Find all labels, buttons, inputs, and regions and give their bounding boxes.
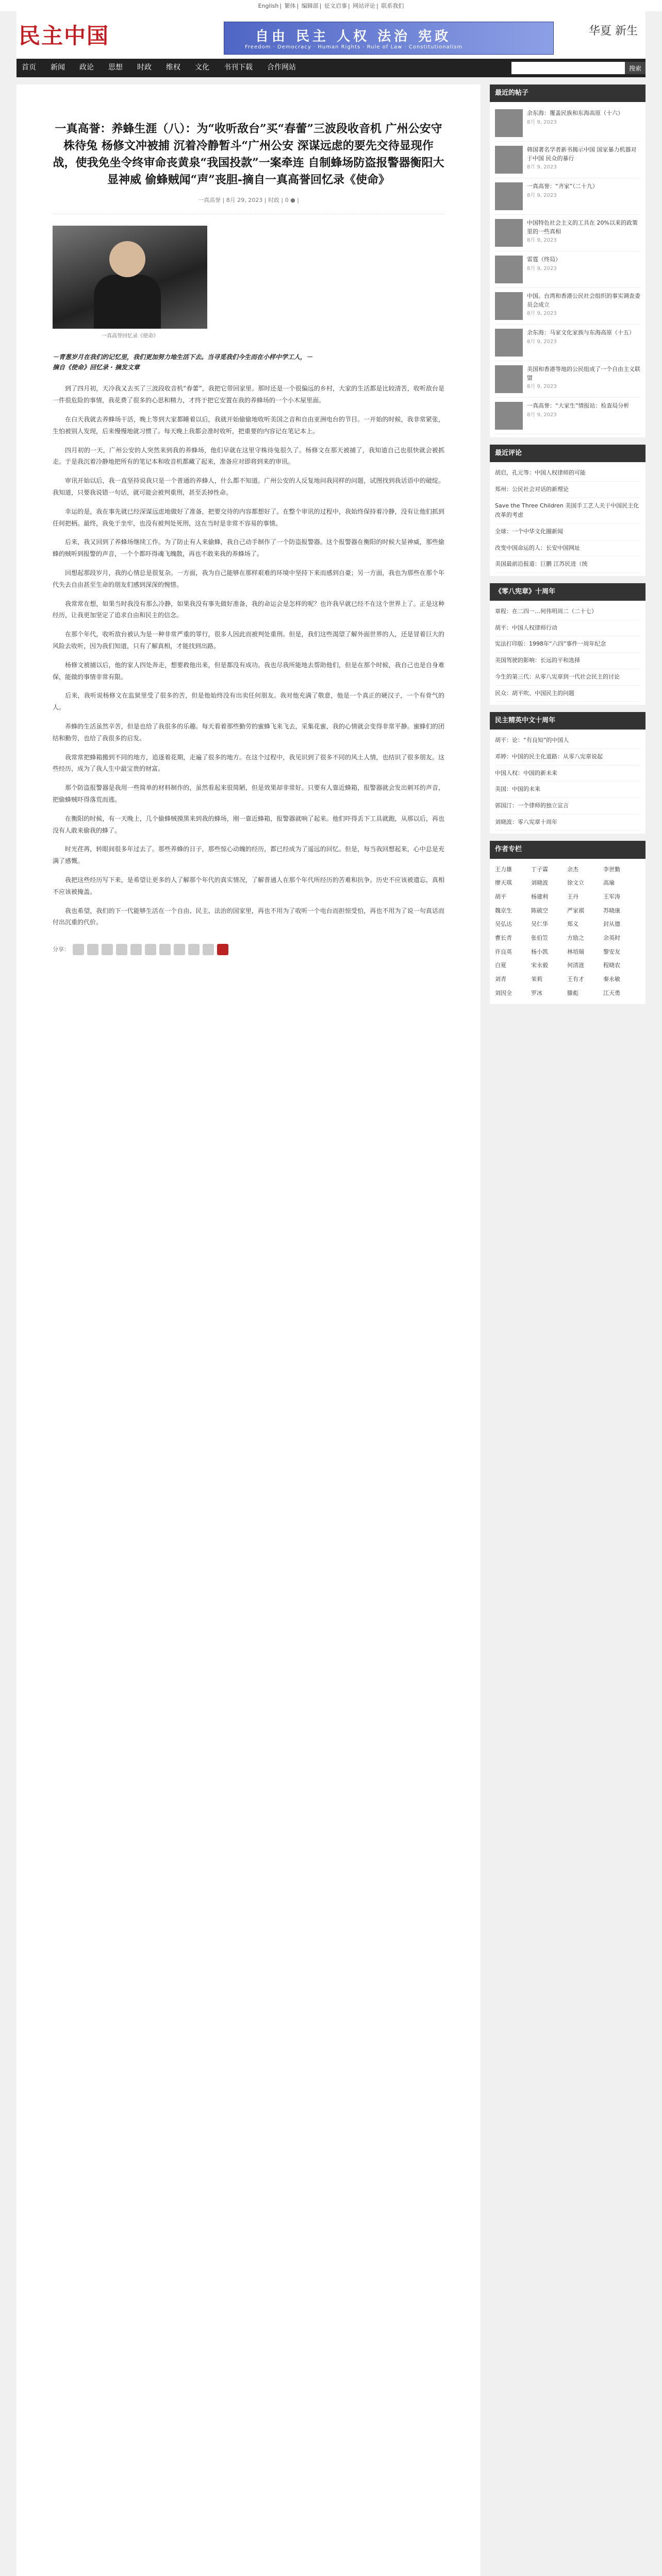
charter-list [490,601,646,705]
banner-subtitle: Freedom · Democracy · Human Rights · Rule of Law · Constitutionalism [245,44,463,50]
charter-widget [490,583,646,705]
decade-item[interactable]: 胡平：论：“有良知”的中国人 [495,733,640,749]
article-paragraph: 到了四月初，天冷我又去买了三波段收音机“春蕾”，我把它带回家里。那时还是一个很偏远的乡村，大家的生活都是比较清苦，收听敌台是一件很危险的事情，我花费了很多的心思和精力，才终于把它安置在我的养蜂场的一个小木屋里面。 [53,385,444,404]
author-link[interactable]: 曹长青 [495,934,512,941]
recent-post-thumbnail[interactable] [495,219,523,247]
recent-post-item[interactable] [495,142,640,178]
author-link[interactable]: 刘青 [495,976,506,983]
top-link-traditional[interactable]: 繁体 [284,3,296,9]
charter-heading: 《零八宪章》十周年 [490,583,646,601]
comment-item[interactable]: 郑州：公民社会对话的新理论 [495,482,640,498]
decade-item[interactable]: 中国人权：中国的新未来 [495,766,640,782]
recent-post-thumbnail[interactable] [495,329,523,357]
author-link[interactable]: 吴弘达 [495,921,512,928]
nav-culture[interactable]: 文化 [195,63,209,72]
share-print-icon[interactable] [116,944,127,955]
comments-widget [490,445,646,576]
recent-post-title[interactable]: 中国。台湾和香港公民社会组织的事实调查委员会成立 [527,293,640,308]
recent-post-thumbnail[interactable] [495,146,523,174]
comment-item[interactable]: Save the Three Children 美国手工艺人关于中国民主化改革的考虑 [495,498,640,524]
banner-slogans: 自由 民主 人权 法治 宪政 [255,29,452,44]
author-link[interactable]: 王力雄 [495,866,512,873]
nav-news[interactable]: 新闻 [51,63,65,72]
recent-post-thumbnail[interactable] [495,292,523,320]
author-link[interactable]: 江天勇 [603,989,620,996]
article-paragraph: 杨修文被捕以后，他的家人四处奔走，想要救他出来，但是都没有成功。我也尽我所能地去帮助他们，但是在那个时候，我自己也是自身难保，能做的事情非常有限。 [53,661,444,681]
comment-item[interactable]: 全球：一个中华文化圈新闻 [495,524,640,540]
article [16,84,481,2576]
author-link[interactable]: 封从德 [603,921,620,928]
author-link[interactable]: 王有才 [567,976,584,983]
decade-item[interactable]: 刘晓波：零八宪章十周年 [495,815,640,831]
recent-post-thumbnail[interactable] [495,365,523,393]
logo-text: 民主中国 [19,23,110,48]
share-email-icon[interactable] [102,944,113,955]
recent-post-item[interactable] [495,288,640,325]
recent-heading: 最近的帖子 [490,84,646,102]
author-link[interactable]: 秦永敏 [603,976,620,983]
article-paragraph: 后来，我又回到了养蜂场继续工作。为了防止有人来偷蜂，我自己动手制作了一个防盗报警器。这个报警器在衡阳的时候大显神威，那些偷蜂的贼听到报警的声音，一个个都吓得魂飞魄散，再也不敢来我的养蜂场了。 [53,538,444,558]
recent-post-thumbnail[interactable] [495,402,523,430]
recent-post-date: 8月 9, 2023 [527,311,557,317]
comment-item[interactable]: 美国最前沿报道：巨鹏 江苏民进（统 [495,556,640,573]
top-links: English | 繁体 | 编辑部 | 征文启事 | 网站评论 | 联系我们 [0,0,662,11]
decade-list [490,730,646,834]
author-link[interactable]: 胡平 [495,893,506,900]
article-paragraph: 在衡阳的时候，有一天晚上，几个偷蜂贼摸黑来到我的蜂场，刚一靠近蜂箱，报警器就响了起来。他们吓得丢下工具就跑，从那以后，再也没有人敢来偷我的蜂了。 [53,815,444,834]
recent-post-title[interactable]: 余东海：覆盖民族和东海高原（十六） [527,110,623,117]
recent-post-item[interactable] [495,105,640,142]
charter-item[interactable]: 章程：在二四一…何伟明周二（二十七） [495,604,640,620]
share-facebook-icon[interactable] [73,944,84,955]
author-link[interactable]: 王丹 [567,893,578,900]
author-link[interactable]: 黎安友 [603,948,620,955]
article-meta: 一真高誉 | 8月 29, 2023 | 时政 | 0 ● | [53,196,444,214]
author-link[interactable]: 宋永毅 [531,962,548,969]
article-paragraph: 我也希望，我们的下一代能够生活在一个自由、民主、法治的国家里，再也不用为了收听一个电台而担惊受怕，再也不用为了说一句真话而付出沉重的代价。 [53,907,444,926]
comment-item[interactable]: 改变中国命运的人：长安中国网址 [495,540,640,557]
charter-item[interactable]: 民众：胡平吹、中国民主的问题 [495,686,640,702]
author-link[interactable]: 许良英 [495,948,512,955]
search-button[interactable]: 搜索 [625,62,646,74]
article-paragraph: 我把这些经历写下来，是希望让更多的人了解那个年代的真实情况，了解普通人在那个年代所经历的苦难和抗争。历史不应该被遗忘，真相不应该被掩盖。 [53,876,444,895]
charter-item[interactable]: 美国驾驶的影响：长远的平和选择 [495,653,640,669]
author-link[interactable]: 刘晓波 [531,879,548,887]
article-paragraph: 回想起那段岁月，我的心情总是很复杂。一方面，我为自己能够在那样艰难的环境中坚持下来而感到自豪；另一方面，我也为那些在那个年代失去自由甚至生命的朋友们感到深深的惋惜。 [53,569,444,588]
recent-post-title[interactable]: 中国特色社会主义的工具在 20%以来的政策里的一些真相 [527,219,638,235]
calligraphy: 华夏 新生 [589,25,638,38]
share-twitter-icon[interactable] [87,944,98,955]
recent-post-title[interactable]: 雷霆（终局） [527,256,561,263]
article-paragraph: 审讯开始以后，我一直坚持说我只是一个普通的养蜂人，什么都不知道。广州公安的人反复地问我同样的问题，试图找到我话语中的破绽。我知道，只要我说错一句话，就可能会被判重刑，甚至丢掉性命。 [53,477,444,497]
photo-figure-body [94,275,161,329]
article-paragraph: 后来，我听说杨修文在监狱里受了很多的苦，但是他始终没有出卖任何朋友。我对他充满了敬意，他是一个真正的硬汉子，一个有骨气的人。 [53,692,444,711]
author-link[interactable]: 余英时 [603,934,620,941]
masthead [16,11,646,59]
decade-item[interactable]: 邓婷：中国的民主化道路：从零八宪章说起 [495,749,640,766]
nav-home[interactable]: 首页 [22,63,36,72]
nav-downloads[interactable]: 书刊下载 [224,63,253,72]
recent-posts-widget [490,84,646,437]
author-link[interactable]: 滕彪 [567,989,578,996]
author-link[interactable]: 张伯笠 [531,934,548,941]
recent-post-title[interactable]: 余东海：马家文化家族与东海高原（十五） [527,329,635,336]
share-more-icon[interactable] [217,944,228,955]
authors-list [490,859,646,1005]
sidebar [490,84,646,1011]
nav-politics[interactable]: 政论 [79,63,94,72]
share-link-icon[interactable] [130,944,142,955]
top-link-contact[interactable]: 联系我们 [381,3,404,9]
top-link-editorial[interactable]: 编辑部 [301,3,319,9]
recent-post-item[interactable] [495,325,640,361]
author-link[interactable]: 林培瑞 [567,948,584,955]
comments-heading: 最近评论 [490,445,646,462]
share-weibo-icon[interactable] [159,944,171,955]
article-title: 一真高誉：养蜂生涯（八）：为“收听敌台”买“春蕾”三波段收音机 广州公安守株待兔 杨修文冲被捕 沉着冷静暂斗“广州公安 深谋远虑的要先交待显现作战，使我免坐令终审命丧黄泉“我国投款”一案牵连 自制蜂场防盗报警器衡阳大显神威 偷蜂贼闻“声”丧胆-摘自一真高誉回忆录《使命》 [53,122,444,187]
main-area [16,84,646,2576]
recent-post-date: 8月 9, 2023 [527,265,557,272]
article-paragraph: 幸运的是，我在事先就已经深谋远虑地做好了准备，把要交待的内容都想好了。在整个审讯的过程中，我始终保持着冷静，没有让他们抓到任何把柄。最终，我免于坐牢，也没有被判处死刑，这在当时是非常不容易的事情。 [53,507,444,527]
recent-post-title[interactable]: 一真高誉：“齐家”（二十九） [527,183,598,190]
decade-item[interactable]: 美国：中国的未来 [495,782,640,798]
recent-post-item[interactable] [495,215,640,251]
author-link[interactable]: 陈破空 [531,907,548,914]
recent-post-date: 8月 9, 2023 [527,119,557,125]
recent-post-title[interactable]: 一真高誉：“大家生”情报站：检查局分析 [527,402,630,410]
nav-rights[interactable]: 维权 [166,63,180,72]
share-linkedin-icon[interactable] [188,944,200,955]
recent-post-date: 8月 9, 2023 [527,238,557,244]
article-lead [53,352,444,373]
author-link[interactable]: 白夏 [495,962,506,969]
author-link[interactable]: 郑义 [567,921,578,928]
article-body [53,383,444,928]
article-paragraph: 在白天我就去养蜂场干活，晚上等到大家都睡着以后，我就开始偷偷地收听美国之音和自由亚洲电台的节目。一开始的时候，我非常紧张，生怕被别人发现，后来慢慢地就习惯了。每天晚上我都会准时收听，把重要的内容记在笔记本上。 [53,416,444,435]
recent-post-date: 8月 9, 2023 [527,192,557,198]
nav-current-affairs[interactable]: 时政 [137,63,152,72]
recent-post-thumbnail[interactable] [495,109,523,137]
author-link[interactable]: 罗冰 [531,989,542,996]
recent-post-item[interactable] [495,361,640,398]
recent-post-date: 8月 9, 2023 [527,412,557,418]
article-paragraph: 养蜂的生活虽然辛苦，但是也给了我很多的乐趣。每天看着那些勤劳的蜜蜂飞来飞去，采集花蜜，我的心情就会变得非常平静。蜜蜂们的团结和勤劳，也给了我很多的启发。 [53,723,444,742]
recent-post-title[interactable]: 美国和香港等地的公民组成了一个自由主义联盟 [527,366,640,381]
author-link[interactable]: 苏晓康 [603,907,620,914]
author-link[interactable]: 茉莉 [531,976,542,983]
main-nav [16,59,646,77]
decade-heading: 民主精英中文十周年 [490,712,646,730]
article-paragraph: 时光荏苒，转眼间很多年过去了。那些养蜂的日子，那些惊心动魄的经历，都已经成为了遥远的回忆。但是，每当我回想起来，心中总是充满了感慨。 [53,845,444,865]
comments-list [490,462,646,576]
recent-post-thumbnail[interactable] [495,182,523,210]
author-link[interactable]: 李世勤 [603,866,620,873]
article-photo [53,226,207,329]
author-link[interactable]: 何清涟 [567,962,584,969]
search-box [511,62,646,74]
charter-item[interactable]: 胡平：中国人权律师行动 [495,620,640,637]
article-paragraph: 四月初的一天，广州公安的人突然来到我的养蜂场，他们早就在这里守株待兔很久了。杨修文在那天被捕了，我知道自己也很快就会被抓走。于是我沉着冷静地把所有的笔记本和收音机都藏了起来，准备应对即将到来的审讯。 [53,446,444,466]
recent-post-thumbnail[interactable] [495,256,523,283]
article-paragraph: 那个防盗报警器是我用一些简单的材料制作的，虽然看起来很简陋，但是效果却非常好。只要有人靠近蜂箱，报警器就会发出刺耳的声音，把偷蜂贼吓得落荒而逃。 [53,784,444,803]
recent-post-title[interactable]: 韩国著名学者新书揭示中国 国家暴力机器对于中国 民众的暴行 [527,146,637,162]
search-input[interactable] [511,62,625,74]
recent-post-date: 8月 9, 2023 [527,164,557,171]
author-link[interactable]: 方励之 [567,934,584,941]
author-link[interactable]: 余杰 [567,866,578,873]
author-link[interactable]: 徐文立 [567,879,584,887]
top-link-english[interactable]: English [258,3,279,9]
comment-item[interactable]: 胡启，孔元等：中国人权律师的可能 [495,465,640,482]
recent-post-date: 8月 9, 2023 [527,338,557,345]
lead-line-2: 摘自《使命》回忆录 · 摘发文章 [53,364,140,371]
recent-post-item[interactable] [495,398,640,434]
nav-partners[interactable]: 合作网站 [267,63,296,72]
author-link[interactable]: 程晓农 [603,962,620,969]
photo-caption: 一真高誉回忆录《使命》 [102,333,158,339]
authors-heading: 作者专栏 [490,841,646,858]
recent-list [490,102,646,437]
charter-item[interactable]: 今生的第三代：从零八宪章到一代社会民主的讨论 [495,669,640,686]
recent-post-item[interactable] [495,251,640,288]
author-link[interactable]: 王军涛 [603,893,620,900]
author-link[interactable]: 魏京生 [495,907,512,914]
top-link-call[interactable]: 征文启事 [324,3,347,9]
top-link-comments[interactable]: 网站评论 [353,3,376,9]
nav-thought[interactable]: 思想 [108,63,123,72]
share-pinterest-icon[interactable] [203,944,214,955]
author-link[interactable]: 吴仁华 [531,921,548,928]
share-reddit-icon[interactable] [174,944,185,955]
share-bar [53,944,444,955]
author-link[interactable]: 杨建利 [531,893,548,900]
site-logo[interactable] [19,18,127,50]
decade-item[interactable]: 郭国汀：一个律师的独立宣言 [495,798,640,815]
lead-line-1: －青葱岁月在我们的记忆里，我们更加努力地生活下去。当寻觅我们今生而在小样中学工人，－ [53,353,313,361]
decade-widget [490,712,646,834]
author-link[interactable]: 丁子霖 [531,866,548,873]
share-line-icon[interactable] [145,944,156,955]
author-link[interactable]: 杨小凯 [531,948,548,955]
article-paragraph: 我常常在想，如果当时我没有那么冷静，如果我没有事先做好准备，我的命运会是怎样的呢？也许我早就已经不在这个世界上了。正是这种经历，让我更加坚定了追求自由和民主的信念。 [53,600,444,619]
article-paragraph: 在那个年代，收听敌台被认为是一种非常严重的罪行，很多人因此而被判处重刑。但是，我们这些渴望了解外面世界的人，还是冒着巨大的风险去收听，因为我们知道，只有了解真相，才能找到出路。 [53,631,444,650]
article-paragraph: 我常常把蜂箱搬到不同的地方，追逐着花期，走遍了很多的地方。在这个过程中，我见识到了很多不同的风土人情，也结识了很多朋友。这些经历，成为了我人生中最宝贵的财富。 [53,753,444,773]
author-link[interactable]: 高瑜 [603,879,615,887]
slogan-banner [224,22,554,55]
share-label: 分享： [53,945,70,953]
author-link[interactable]: 刘因全 [495,989,512,996]
author-link[interactable]: 廖天琪 [495,879,512,887]
recent-post-item[interactable] [495,178,640,215]
authors-widget [490,841,646,1004]
photo-figure-head [109,241,145,277]
recent-post-date: 8月 9, 2023 [527,384,557,390]
author-link[interactable]: 严家祺 [567,907,584,914]
charter-item[interactable]: 宪法打印版：1998年“六四”事件一周年纪念 [495,636,640,653]
